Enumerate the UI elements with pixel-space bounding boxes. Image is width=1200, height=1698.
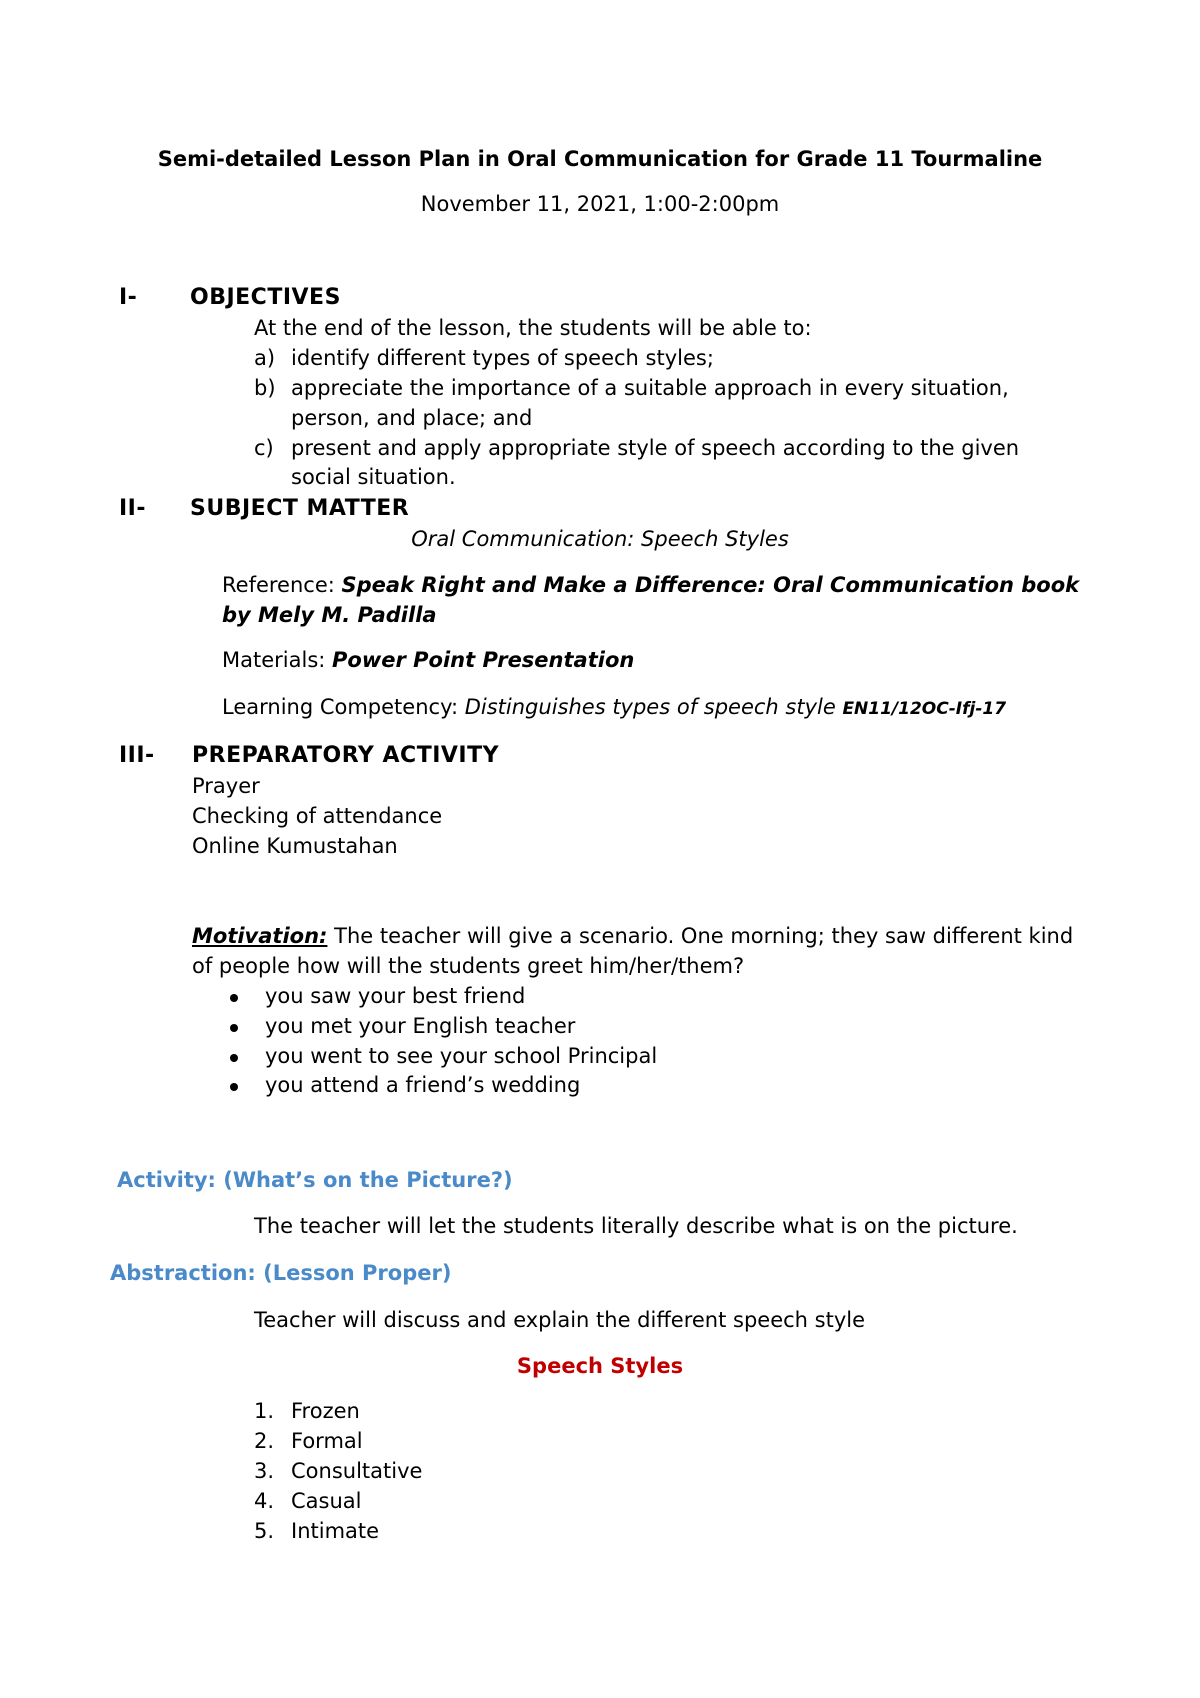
objective-item: appreciate the importance of a suitable approach in every situation, xyxy=(291,376,1009,400)
section-heading-objectives: OBJECTIVES xyxy=(190,285,341,310)
motivation-bullet: you met your English teacher xyxy=(265,1014,576,1038)
preparatory-item: Online Kumustahan xyxy=(192,834,398,858)
preparatory-item: Checking of attendance xyxy=(192,804,443,828)
abstraction-heading: Abstraction: (Lesson Proper) xyxy=(110,1261,452,1285)
competency-code: EN11/12OC-Ifj-17 xyxy=(842,699,1007,719)
objective-item: present and apply appropriate style of speech according to the given xyxy=(291,436,1020,460)
objective-marker: c) xyxy=(254,436,274,460)
reference-line xyxy=(222,573,1079,597)
speech-style-item: Formal xyxy=(291,1429,363,1453)
document-date: November 11, 2021, 1:00-2:00pm xyxy=(420,192,780,216)
speech-style-number: 2. xyxy=(254,1429,275,1453)
motivation-bullet: you attend a friend’s wedding xyxy=(265,1073,581,1097)
reference-value-continued: by Mely M. Padilla xyxy=(222,603,437,627)
speech-style-number: 5. xyxy=(254,1519,275,1543)
motivation-line xyxy=(192,924,1073,948)
reference-label: Reference: xyxy=(222,573,342,597)
reference-value: Speak Right and Make a Difference: Oral Communication book xyxy=(341,573,1080,597)
motivation-bullet: you saw your best friend xyxy=(265,984,526,1008)
objectives-intro: At the end of the lesson, the students will be able to: xyxy=(254,316,812,340)
subject-topic: Oral Communication: Speech Styles xyxy=(411,527,789,551)
speech-style-item: Intimate xyxy=(291,1519,380,1543)
competency-label: Learning Competency: xyxy=(222,695,465,719)
motivation-text-continued: of people how will the students greet him/her/them? xyxy=(192,954,745,978)
materials-label: Materials: xyxy=(222,648,333,672)
motivation-text: The teacher will give a scenario. One morning; they saw different kind xyxy=(327,924,1074,948)
document-title: Semi-detailed Lesson Plan in Oral Communication for Grade 11 Tourmaline xyxy=(157,147,1043,171)
materials-value: Power Point Presentation xyxy=(332,648,635,672)
speech-style-item: Casual xyxy=(291,1489,362,1513)
section-number-subject-matter: II- xyxy=(119,496,147,521)
activity-text: The teacher will let the students literally describe what is on the picture. xyxy=(254,1214,1018,1238)
section-heading-preparatory: PREPARATORY ACTIVITY xyxy=(192,743,500,768)
objective-item-continued: person, and place; and xyxy=(291,406,533,430)
materials-line xyxy=(222,648,634,672)
speech-style-item: Frozen xyxy=(291,1399,360,1423)
bullet-icon xyxy=(230,1083,238,1091)
section-number-preparatory: III- xyxy=(119,743,155,768)
objective-marker: a) xyxy=(254,346,276,370)
preparatory-item: Prayer xyxy=(192,774,260,798)
competency-value: Distinguishes types of speech style xyxy=(464,695,843,719)
bullet-icon xyxy=(230,1024,238,1032)
motivation-bullet: you went to see your school Principal xyxy=(265,1044,658,1068)
objective-marker: b) xyxy=(254,376,276,400)
speech-styles-heading: Speech Styles xyxy=(516,1354,684,1378)
bullet-icon xyxy=(230,994,238,1002)
abstraction-text: Teacher will discuss and explain the different speech style xyxy=(254,1308,866,1332)
motivation-label: Motivation: xyxy=(192,924,328,948)
speech-style-number: 1. xyxy=(254,1399,275,1423)
speech-style-number: 4. xyxy=(254,1489,275,1513)
competency-line xyxy=(222,695,1006,719)
section-heading-subject-matter: SUBJECT MATTER xyxy=(190,496,410,521)
activity-heading: Activity: (What’s on the Picture?) xyxy=(117,1168,513,1192)
objective-item-continued: social situation. xyxy=(291,465,456,489)
bullet-icon xyxy=(230,1054,238,1062)
speech-style-number: 3. xyxy=(254,1459,275,1483)
objective-item: identify different types of speech styles; xyxy=(291,346,714,370)
section-number-objectives: I- xyxy=(119,285,138,310)
speech-style-item: Consultative xyxy=(291,1459,423,1483)
